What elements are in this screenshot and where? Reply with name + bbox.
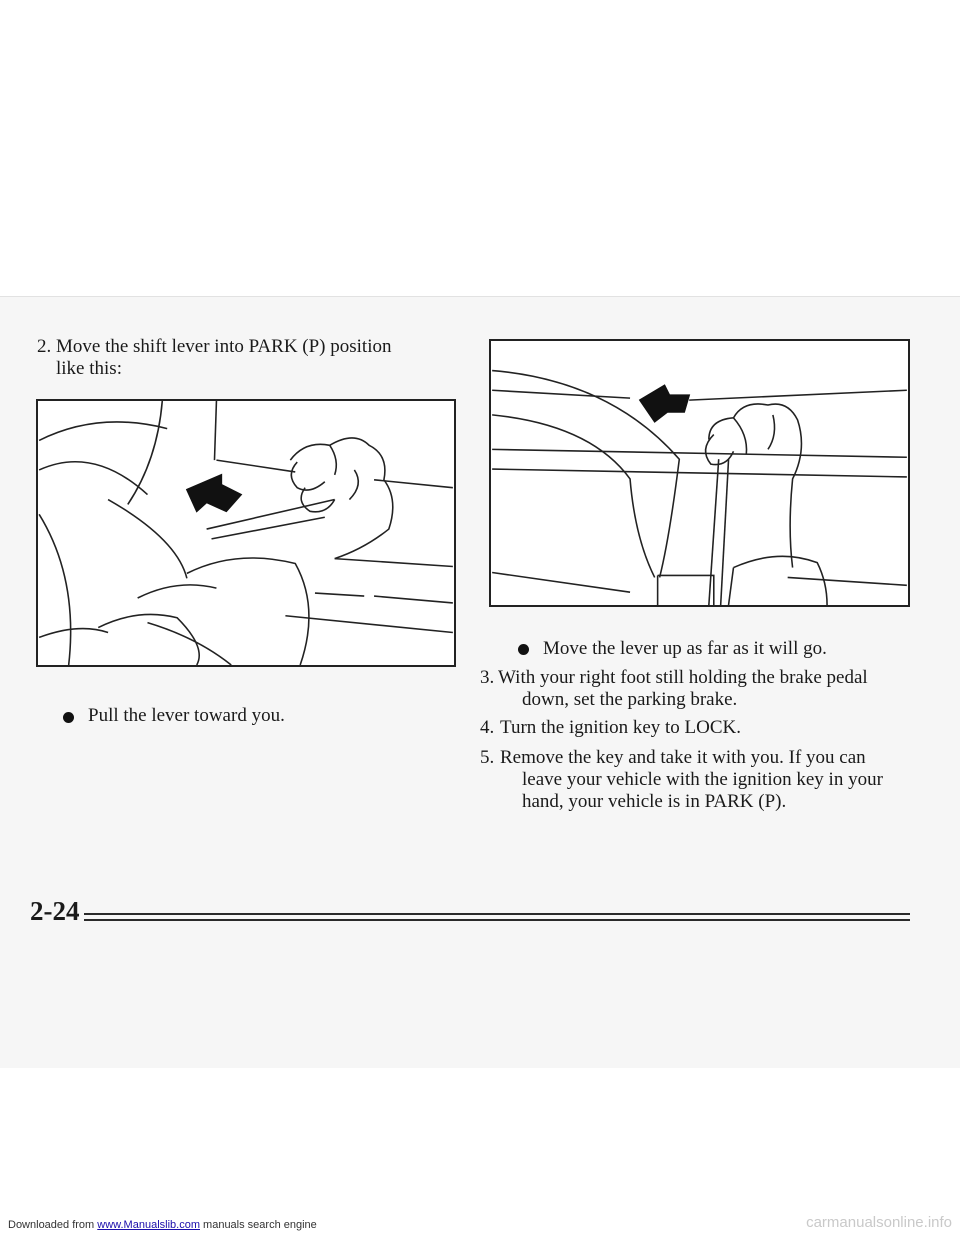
footer-rule <box>84 919 910 921</box>
download-note-suffix: manuals search engine <box>199 1219 317 1231</box>
bullet-icon <box>63 712 74 723</box>
bullet-move-lever-up: Move the lever up as far as it will go. <box>543 638 827 659</box>
step-4-line-1: Turn the ignition key to LOCK. <box>500 717 742 738</box>
step-5-line-2: leave your vehicle with the ignition key in your <box>522 769 883 790</box>
footer-rule <box>84 913 910 915</box>
figure-lever-up-illustration <box>489 339 910 607</box>
step-2-number: 2. <box>37 336 52 357</box>
step-5-number: 5. <box>480 747 495 768</box>
download-note-prefix: Downloaded from <box>8 1219 98 1231</box>
page-top-edge <box>0 296 960 297</box>
step-5-line-3: hand, your vehicle is in PARK (P). <box>522 791 787 812</box>
step-4-number: 4. <box>480 717 495 738</box>
figure-pull-lever-illustration <box>36 399 456 667</box>
step-3-number: 3. <box>480 667 495 688</box>
step-3-line-1: With your right foot still holding the brake pedal <box>498 667 868 688</box>
bullet-icon <box>518 644 529 655</box>
step-2-line-2: like this: <box>56 358 122 379</box>
step-5-line-1: Remove the key and take it with you. If you can <box>500 747 866 768</box>
step-3-line-2: down, set the parking brake. <box>522 689 738 710</box>
watermark: carmanualsonline.info <box>806 1214 952 1231</box>
page-number: 2-24 <box>30 896 80 926</box>
download-note <box>8 1219 317 1231</box>
manualslib-link[interactable]: www.Manualslib.com <box>97 1219 200 1231</box>
step-2-line-1: Move the shift lever into PARK (P) position <box>56 336 392 357</box>
bullet-pull-lever: Pull the lever toward you. <box>88 705 285 726</box>
